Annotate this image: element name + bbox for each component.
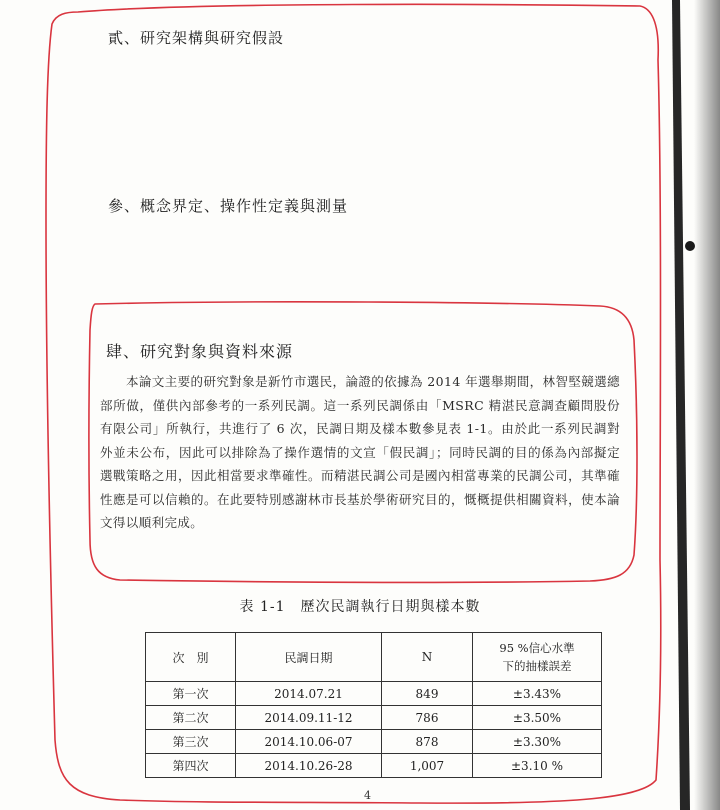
cell-n: 849	[382, 682, 473, 706]
cell-n: 878	[382, 730, 473, 754]
cell-error: ±3.10 %	[473, 754, 602, 778]
page-number: 4	[364, 789, 371, 802]
cell-round: 第二次	[146, 706, 236, 730]
cell-error: ±3.43%	[473, 682, 602, 706]
cell-date: 2014.10.06-07	[236, 730, 382, 754]
table-caption: 表 1-1 歷次民調執行日期與樣本數	[239, 599, 481, 615]
cell-n: 1,007	[382, 754, 473, 778]
cell-n: 786	[382, 706, 473, 730]
heading-section-4: 肆、研究對象與資料來源	[106, 342, 294, 361]
header-round: 次 別	[146, 633, 236, 682]
cell-round: 第一次	[146, 682, 236, 706]
table-row	[146, 730, 602, 754]
heading-section-2: 貳、研究架構與研究假設	[108, 29, 285, 47]
cell-date: 2014.09.11-12	[236, 706, 382, 730]
heading-section-3: 參、概念界定、操作性定義與測量	[108, 197, 349, 215]
cell-error: ±3.30%	[473, 730, 602, 754]
cell-round: 第四次	[146, 754, 236, 778]
table-header-row	[146, 633, 602, 682]
header-error	[473, 633, 602, 682]
cell-round: 第三次	[146, 730, 236, 754]
header-error-line1: 95 %信心水準	[499, 641, 575, 655]
pen-shadow	[668, 0, 698, 810]
header-n: N	[382, 633, 473, 682]
table-row	[146, 682, 602, 706]
table-row	[146, 754, 602, 778]
cell-date: 2014.10.26-28	[236, 754, 382, 778]
cell-date: 2014.07.21	[236, 682, 382, 706]
cell-error: ±3.50%	[473, 706, 602, 730]
header-date: 民調日期	[236, 633, 382, 682]
header-error-line2: 下的抽樣誤差	[502, 659, 572, 673]
body-paragraph: 本論文主要的研究對象是新竹市選民，論證的依據為 2014 年選舉期間，林智堅競選總部所做，僅供內部參考的一系列民調。這一系列民調係由「MSRC 精湛民意調查顧問股份有限公司」所執行，共進行了 6 次，民調日期及樣本數參見表 1-1。由於此一系列民調對外並未公布，因此可以排除為了操作選情的文宣「假民調」；同時民調的目的係為內部擬定選戰策略之用，因此相當要求準確性。而精湛民調公司是國內相當專業的民調公司，其準確性應是可以信賴的。在此要特別感謝林市長基於學術研究目的，慨概提供相關資料，使本論文得以順利完成。	[100, 374, 620, 530]
poll-table	[145, 632, 602, 778]
table-row	[146, 706, 602, 730]
